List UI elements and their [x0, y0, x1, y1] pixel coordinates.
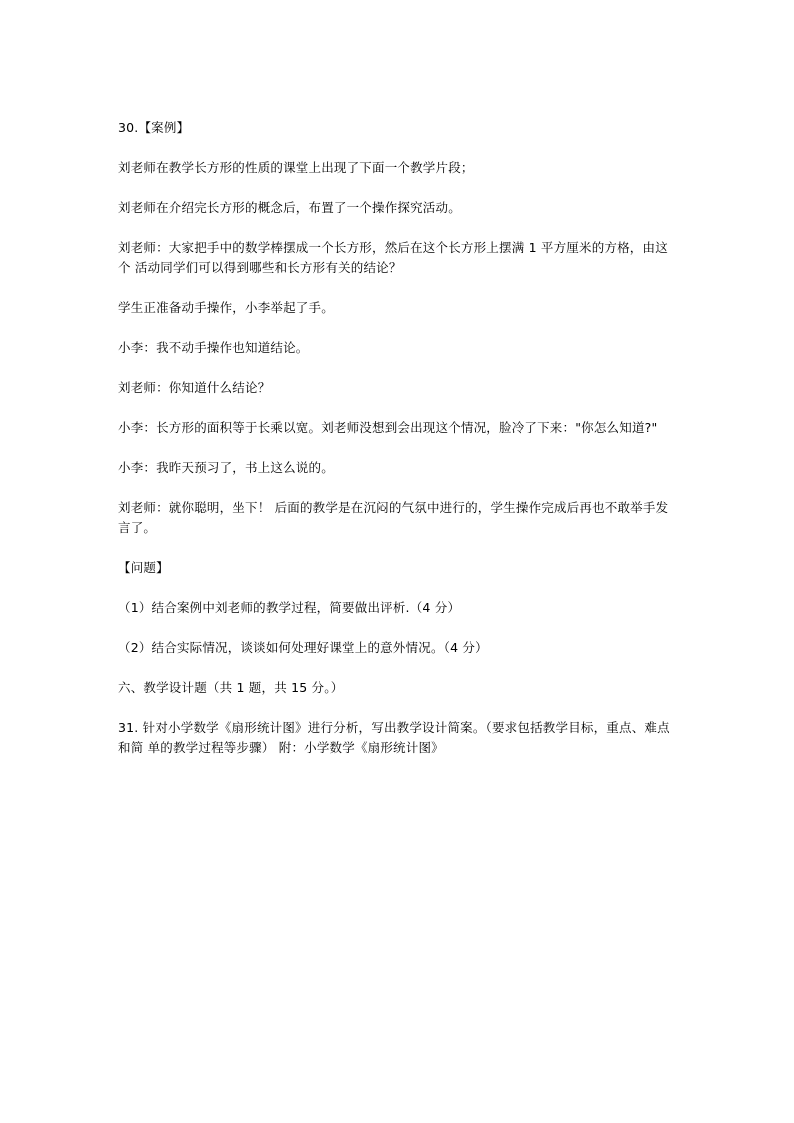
case-heading: 30.【案例】 [118, 120, 190, 135]
section-six-heading: 六、教学设计题（共 1 题，共 15 分。） [118, 680, 344, 695]
case-intro-paragraph: 刘老师在教学长方形的性质的课堂上出现了下面一个教学片段； [118, 160, 474, 175]
teacher-instruction-paragraph: 刘老师：大家把手中的数学棒摆成一个长方形，然后在这个长方形上摆满 1 平方厘米的方格，由这个 活动同学们可以得到哪些和长方形有关的结论？ [118, 240, 668, 275]
xiaoli-statement-2: 小李：长方形的面积等于长乘以宽。刘老师没想到会出现这个情况，脸冷了下来："你怎么知道?" [118, 420, 658, 435]
case-activity-paragraph: 刘老师在介绍完长方形的概念后，布置了一个操作探究活动。 [118, 200, 461, 215]
question-item-1: （1）结合案例中刘老师的教学过程，简要做出评析.（4 分） [118, 600, 461, 615]
document-page [118, 118, 678, 758]
xiaoli-statement-3: 小李：我昨天预习了，书上这么说的。 [118, 460, 334, 475]
question-item-2: （2）结合实际情况，谈谈如何处理好课堂上的意外情况。（4 分） [118, 640, 488, 655]
question-heading: 【问题】 [118, 560, 169, 575]
xiaoli-statement-1: 小李：我不动手操作也知道结论。 [118, 340, 309, 355]
student-raise-hand-paragraph: 学生正准备动手操作，小李举起了手。 [118, 300, 334, 315]
teacher-response-paragraph: 刘老师：就你聪明，坐下！ 后面的教学是在沉闷的气氛中进行的，学生操作完成后再也不敢举手发言了。 [118, 500, 669, 535]
teacher-question-paragraph: 刘老师：你知道什么结论？ [118, 380, 271, 395]
question-31-paragraph: 31. 针对小学数学《扇形统计图》进行分析，写出教学设计简案。（要求包括教学目标，重点、难点和简 单的教学过程等步骤） 附：小学数学《扇形统计图》 [118, 720, 670, 755]
